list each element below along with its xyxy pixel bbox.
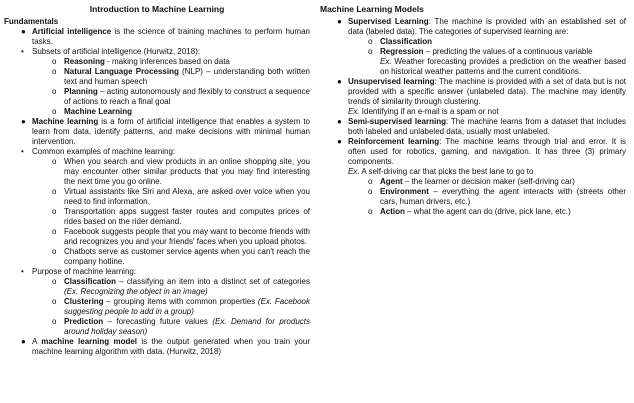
hollow-bullet-icon: o bbox=[52, 317, 57, 326]
sub-agent: o Agent – the learner or decision maker (self-driving car) bbox=[368, 177, 575, 186]
bullet-semi-supervised: ● Semi-supervised learning: The machine learns from a dataset that includes both labeled and unlabeled data, usually most unlabeled. bbox=[337, 117, 627, 136]
bullet-reinforcement: ● Reinforcement learning: The machine learns through trial and error. It is often used for robotics, gaming, and navigation. It has three (3) primary components. bbox=[337, 137, 626, 166]
bullet-model: ● A machine learning model is the output generated when you train your machine learning algorithm with data. (Hurwitz, 2018) bbox=[21, 337, 310, 356]
hollow-bullet-icon: o bbox=[52, 227, 57, 236]
hollow-bullet-icon: o bbox=[52, 277, 57, 286]
filled-bullet-icon: ● bbox=[21, 337, 26, 346]
bullet-ai: ● Artificial intelligence is the science of training machines to perform human tasks. bbox=[21, 27, 310, 46]
hollow-bullet-icon: o bbox=[52, 87, 57, 96]
bullet-supervised: ● Supervised Learning: The machine is provided with an established set of data (labeled data). The categories of supervised learning are: bbox=[337, 17, 626, 36]
filled-bullet-icon: ● bbox=[337, 137, 342, 146]
hollow-bullet-icon: o bbox=[368, 47, 373, 56]
bullet-unsupervised: ● Unsupervised learning: The machine is provided with a set of data but is not provided with a specific answer (unlabeled data). The machine may identify trends of similarity through clustering. bbox=[337, 77, 626, 106]
hollow-bullet-icon: o bbox=[52, 67, 57, 76]
unsupervised-example: Ex. Identifying if an e-mail is a spam or not bbox=[348, 107, 499, 116]
hollow-bullet-icon: o bbox=[52, 207, 57, 216]
left-title: Introduction to Machine Learning bbox=[89, 4, 225, 14]
sub-reasoning: o Reasoning - making inferences based on data bbox=[52, 57, 230, 66]
hollow-bullet-icon: o bbox=[52, 157, 57, 166]
example-item: o Transportation apps suggest faster routes and computes prices of rides based on the rider demand. bbox=[52, 207, 310, 226]
example-item: o Facebook suggests people that you may want to become friends with and recognizes you and your friends' faces when you upload photos. bbox=[52, 227, 310, 246]
right-column bbox=[320, 4, 626, 217]
hollow-bullet-icon: o bbox=[52, 187, 57, 196]
purpose-prediction: o Prediction – forecasting future values (Ex. Demand for products around holiday season) bbox=[52, 317, 310, 336]
example-item: o When you search and view products in an online shopping site, you may encounter other similar products that you may find interesting the next time you go online. bbox=[52, 157, 310, 186]
filled-bullet-icon: • bbox=[21, 47, 24, 56]
right-title: Machine Learning Models bbox=[320, 4, 424, 14]
sub-action: o Action – what the agent can do (drive, pick lane, etc.) bbox=[368, 207, 571, 216]
left-column bbox=[4, 4, 310, 357]
filled-bullet-icon: ● bbox=[337, 117, 342, 126]
bullet-subsets: • Subsets of artificial intelligence (Hurwitz, 2018): bbox=[21, 47, 201, 56]
sub-classification: o Classification bbox=[368, 37, 433, 46]
sub-nlp: o Natural Language Processing (NLP) – understanding both written text and human speech bbox=[52, 67, 310, 86]
hollow-bullet-icon: o bbox=[52, 107, 57, 116]
filled-bullet-icon: • bbox=[21, 147, 24, 156]
sub-planning: o Planning – acting autonomously and flexibly to construct a sequence of actions to reach a final goal bbox=[52, 87, 310, 106]
sub-machine-learning: o Machine Learning bbox=[52, 107, 133, 116]
hollow-bullet-icon: o bbox=[368, 207, 373, 216]
filled-bullet-icon: ● bbox=[337, 77, 342, 86]
sub-regression: o Regression – predicting the values of a continuous variable bbox=[368, 47, 593, 56]
regression-example: Ex. Weather forecasting provides a prediction on the weather based on historical weather patterns and the current conditions. bbox=[380, 57, 626, 76]
section-fundamentals: Fundamentals bbox=[4, 17, 59, 26]
hollow-bullet-icon: o bbox=[368, 177, 373, 186]
filled-bullet-icon: ● bbox=[337, 17, 342, 26]
sub-environment: o Environment – everything the agent interacts with (streets other cars, human drivers, etc.) bbox=[368, 187, 626, 206]
hollow-bullet-icon: o bbox=[52, 57, 57, 66]
filled-bullet-icon: ● bbox=[21, 117, 26, 126]
purpose-clustering: o Clustering – grouping items with common properties (Ex. Facebook suggesting people to add in a group) bbox=[52, 297, 310, 316]
example-item: o Virtual assistants like Siri and Alexa, are asked over voice when you need to find information. bbox=[52, 187, 310, 206]
filled-bullet-icon: • bbox=[21, 267, 24, 276]
purpose-classification: o Classification – classifying an item into a distinct set of categories (Ex. Recognizing the object in an image) bbox=[52, 277, 310, 296]
reinforcement-example: Ex. A self-driving car that picks the best lane to go to bbox=[348, 167, 534, 176]
bullet-ml: ● Machine learning is a form of artificial intelligence that enables a system to learn from data, identify patterns, and make decisions with minimal human intervention. bbox=[21, 117, 310, 146]
bullet-examples: • Common examples of machine learning: bbox=[21, 147, 176, 156]
bullet-purpose: • Purpose of machine learning: bbox=[21, 267, 137, 276]
example-item: o Chatbots serve as customer service agents when you can't reach the company hotline. bbox=[52, 247, 310, 266]
hollow-bullet-icon: o bbox=[52, 297, 57, 306]
hollow-bullet-icon: o bbox=[368, 37, 373, 46]
filled-bullet-icon: ● bbox=[21, 27, 26, 36]
hollow-bullet-icon: o bbox=[52, 247, 57, 256]
hollow-bullet-icon: o bbox=[368, 187, 373, 196]
